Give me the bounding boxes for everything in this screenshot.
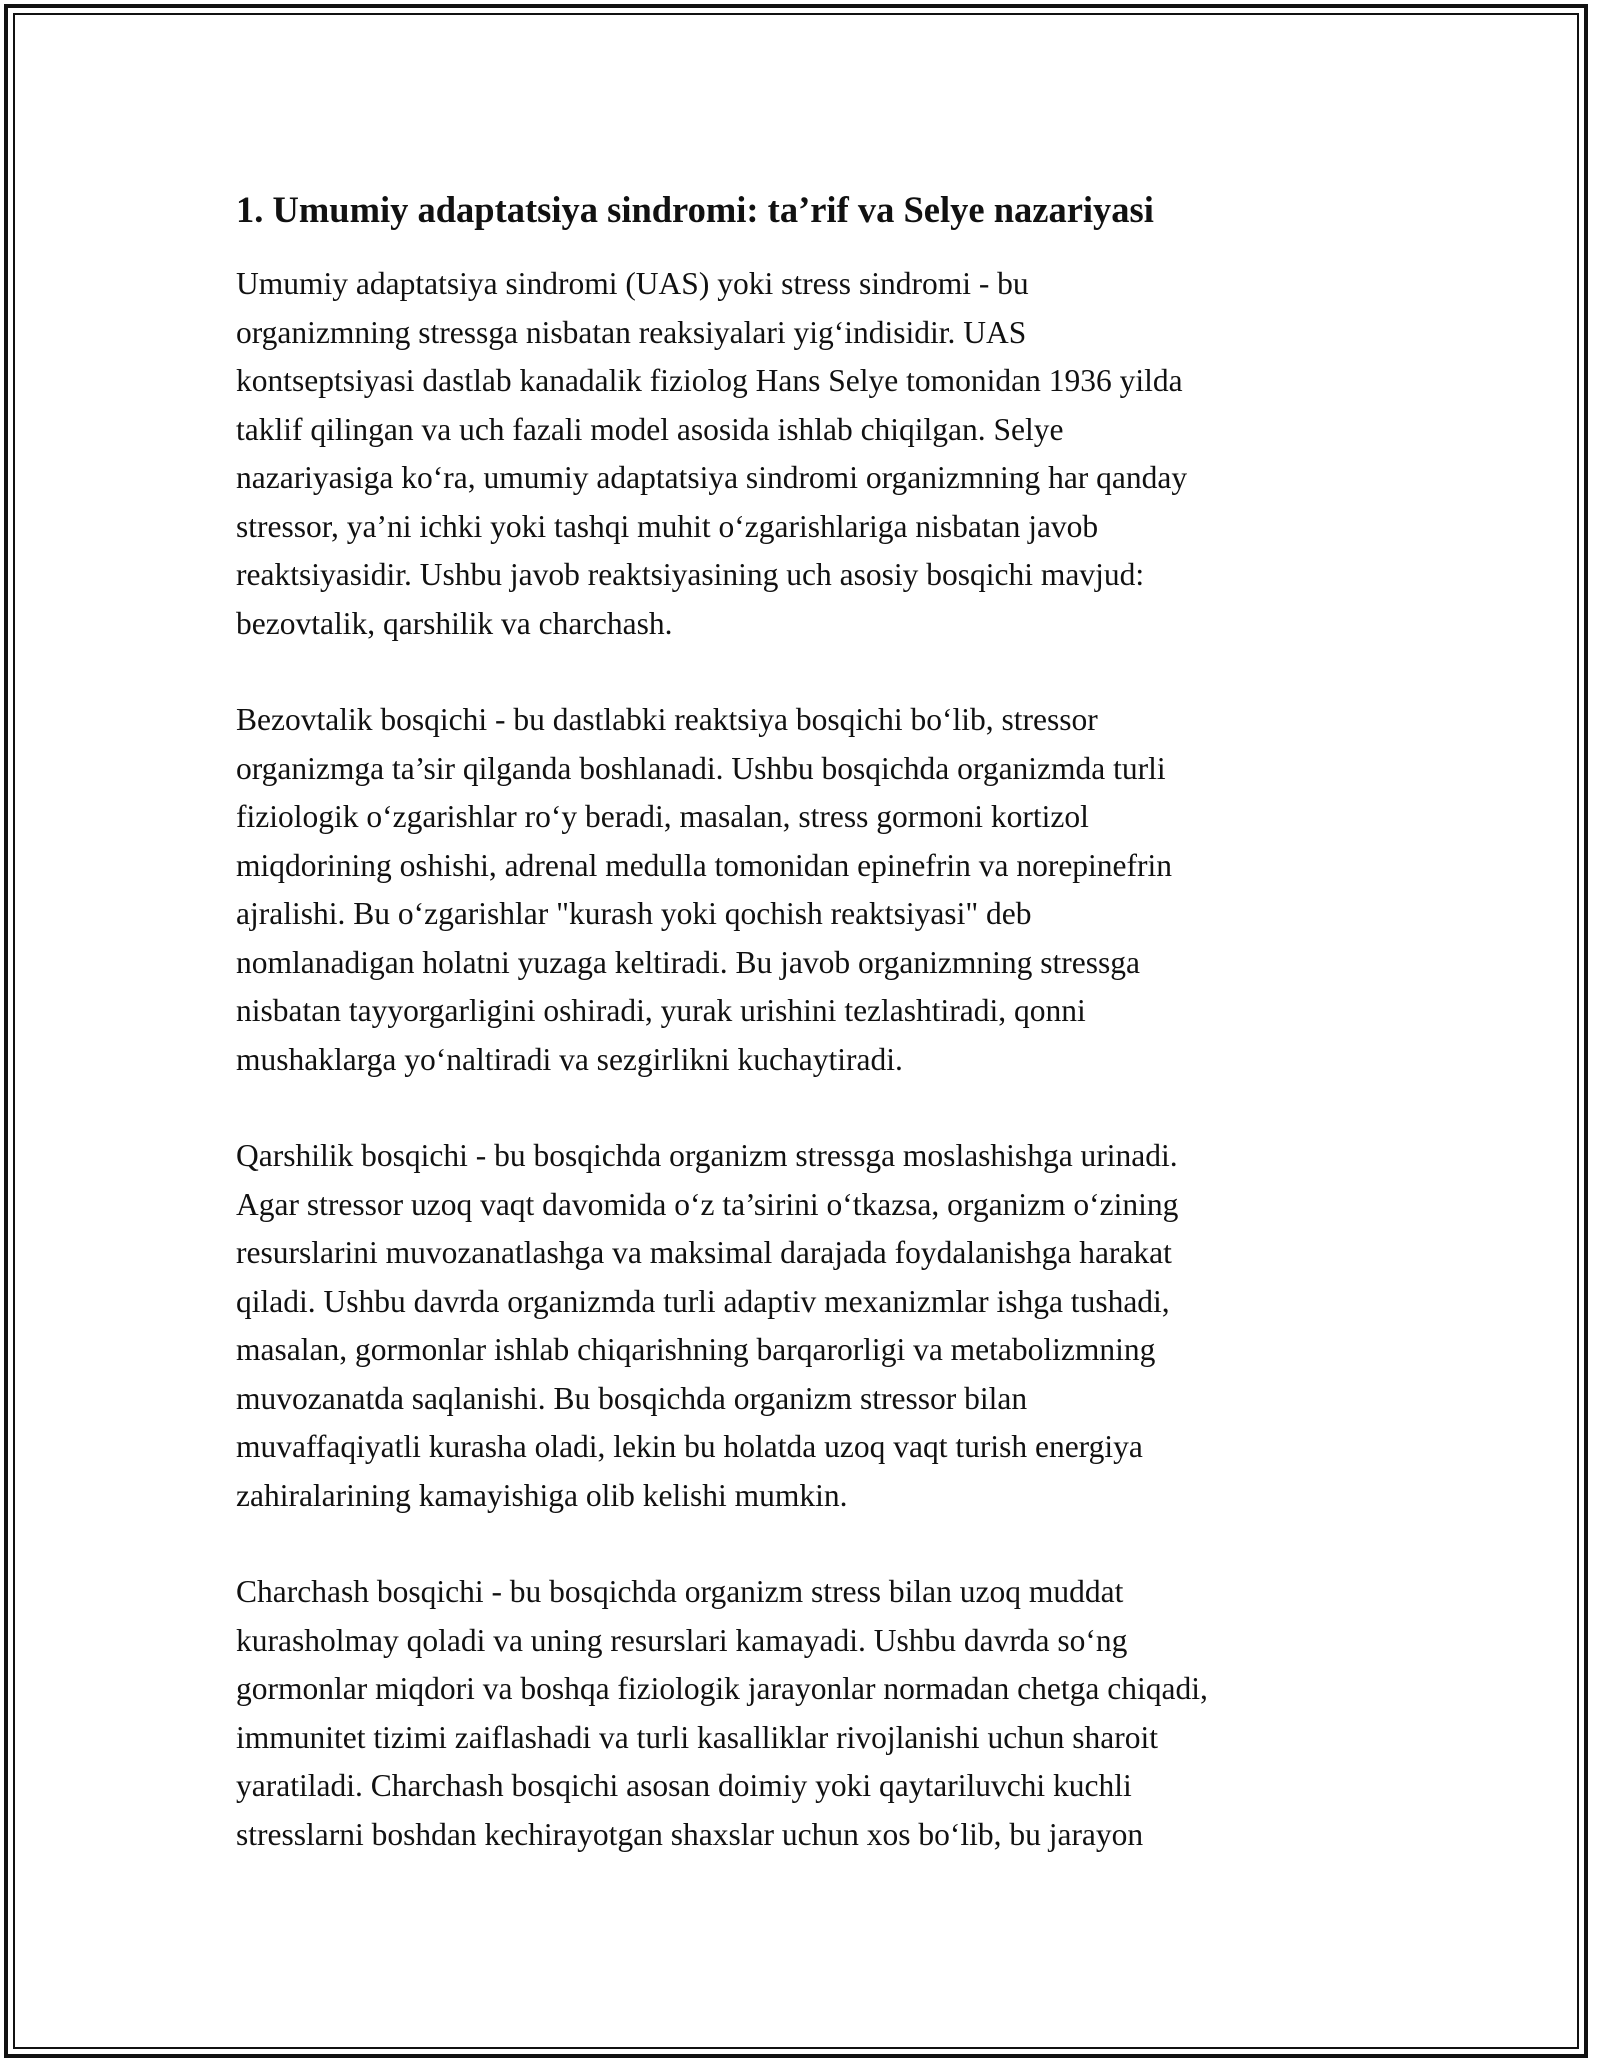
text-line: stressor, ya’ni ichki yoki tashqi muhit o‘zgarishlariga nisbatan javob bbox=[236, 508, 1099, 544]
text-line: Bezovtalik bosqichi - bu dastlabki reaktsiya bosqichi bo‘lib, stressor bbox=[236, 702, 1098, 737]
text-line: zahiralarining kamayishiga olib kelishi mumkin. bbox=[236, 1477, 848, 1513]
text-line: organizmning stressga nisbatan reaksiyalari yig‘indisidir. UAS bbox=[236, 314, 1027, 350]
text-line: fiziologik o‘zgarishlar ro‘y beradi, masalan, stress gormoni kortizol bbox=[236, 799, 1089, 834]
text-line: kontseptsiyasi dastlab kanadalik fiziolog Hans Selye tomonidan 1936 yilda bbox=[236, 363, 1183, 398]
text-line: miqdorining oshishi, adrenal medulla tomonidan epinefrin va norepinefrin bbox=[236, 847, 1173, 883]
text-line: stresslarni boshdan kechirayotgan shaxslar uchun xos bo‘lib, bu jarayon bbox=[236, 1816, 1144, 1852]
text-line: gormonlar miqdori va boshqa fiziologik jarayonlar normadan chetga chiqadi, bbox=[236, 1671, 1208, 1706]
text-line: taklif qilingan va uch fazali model asosida ishlab chiqilgan. Selye bbox=[236, 411, 1064, 447]
text-line: resurslarini muvozanatlashga va maksimal darajada foydalanishga harakat bbox=[236, 1235, 1172, 1270]
document-body bbox=[236, 186, 1396, 1907]
text-line: nomlanadigan holatni yuzaga keltiradi. Bu javob organizmning stressga bbox=[236, 944, 1140, 980]
text-line: nisbatan tayyorgarligini oshiradi, yurak urishini tezlashtiradi, qonni bbox=[236, 993, 1086, 1028]
text-line: Umumiy adaptatsiya sindromi (UAS) yoki stress sindromi - bu bbox=[236, 266, 1029, 301]
text-line: mushaklarga yo‘naltiradi va sezgirlikni kuchaytiradi. bbox=[236, 1041, 903, 1077]
paragraph-exhaustion-stage bbox=[236, 1568, 1396, 1859]
section-heading: 1. Umumiy adaptatsiya sindromi: ta’rif va Selye nazariyasi bbox=[236, 189, 1154, 230]
text-line: muvozanatda saqlanishi. Bu bosqichda organizm stressor bilan bbox=[236, 1380, 1028, 1416]
text-line: kurasholmay qoladi va uning resurslari kamayadi. Ushbu davrda so‘ng bbox=[236, 1622, 1128, 1658]
text-line: yaratiladi. Charchash bosqichi asosan doimiy yoki qaytariluvchi kuchli bbox=[236, 1768, 1132, 1803]
text-line: immunitet tizimi zaiflashadi va turli kasalliklar rivojlanishi uchun sharoit bbox=[236, 1719, 1159, 1755]
paragraph-intro bbox=[236, 260, 1396, 648]
text-line: qiladi. Ushbu davrda organizmda turli adaptiv mexanizmlar ishga tushadi, bbox=[236, 1283, 1170, 1319]
text-line: muvaffaqiyatli kurasha oladi, lekin bu holatda uzoq vaqt turish energiya bbox=[236, 1429, 1143, 1464]
paragraph-alarm-stage bbox=[236, 696, 1396, 1084]
text-line: Agar stressor uzoq vaqt davomida o‘z ta’sirini o‘tkazsa, organizm o‘zining bbox=[236, 1186, 1179, 1222]
text-line: nazariyasiga ko‘ra, umumiy adaptatsiya sindromi organizmning har qanday bbox=[236, 460, 1188, 495]
text-line: Charchash bosqichi - bu bosqichda organizm stress bilan uzoq muddat bbox=[236, 1574, 1124, 1609]
text-line: masalan, gormonlar ishlab chiqarishning barqarorligi va metabolizmning bbox=[236, 1332, 1156, 1367]
paragraph-resistance-stage bbox=[236, 1132, 1396, 1520]
text-line: Qarshilik bosqichi - bu bosqichda organizm stressga moslashishga urinadi. bbox=[236, 1138, 1178, 1173]
text-line: reaktsiyasidir. Ushbu javob reaktsiyasining uch asosiy bosqichi mavjud: bbox=[236, 557, 1145, 592]
text-line: ajralishi. Bu o‘zgarishlar "kurash yoki qochish reaktsiyasi" deb bbox=[236, 896, 1032, 931]
text-line: organizmga ta’sir qilganda boshlanadi. Ushbu bosqichda organizmda turli bbox=[236, 750, 1166, 786]
text-line: bezovtalik, qarshilik va charchash. bbox=[236, 605, 673, 641]
